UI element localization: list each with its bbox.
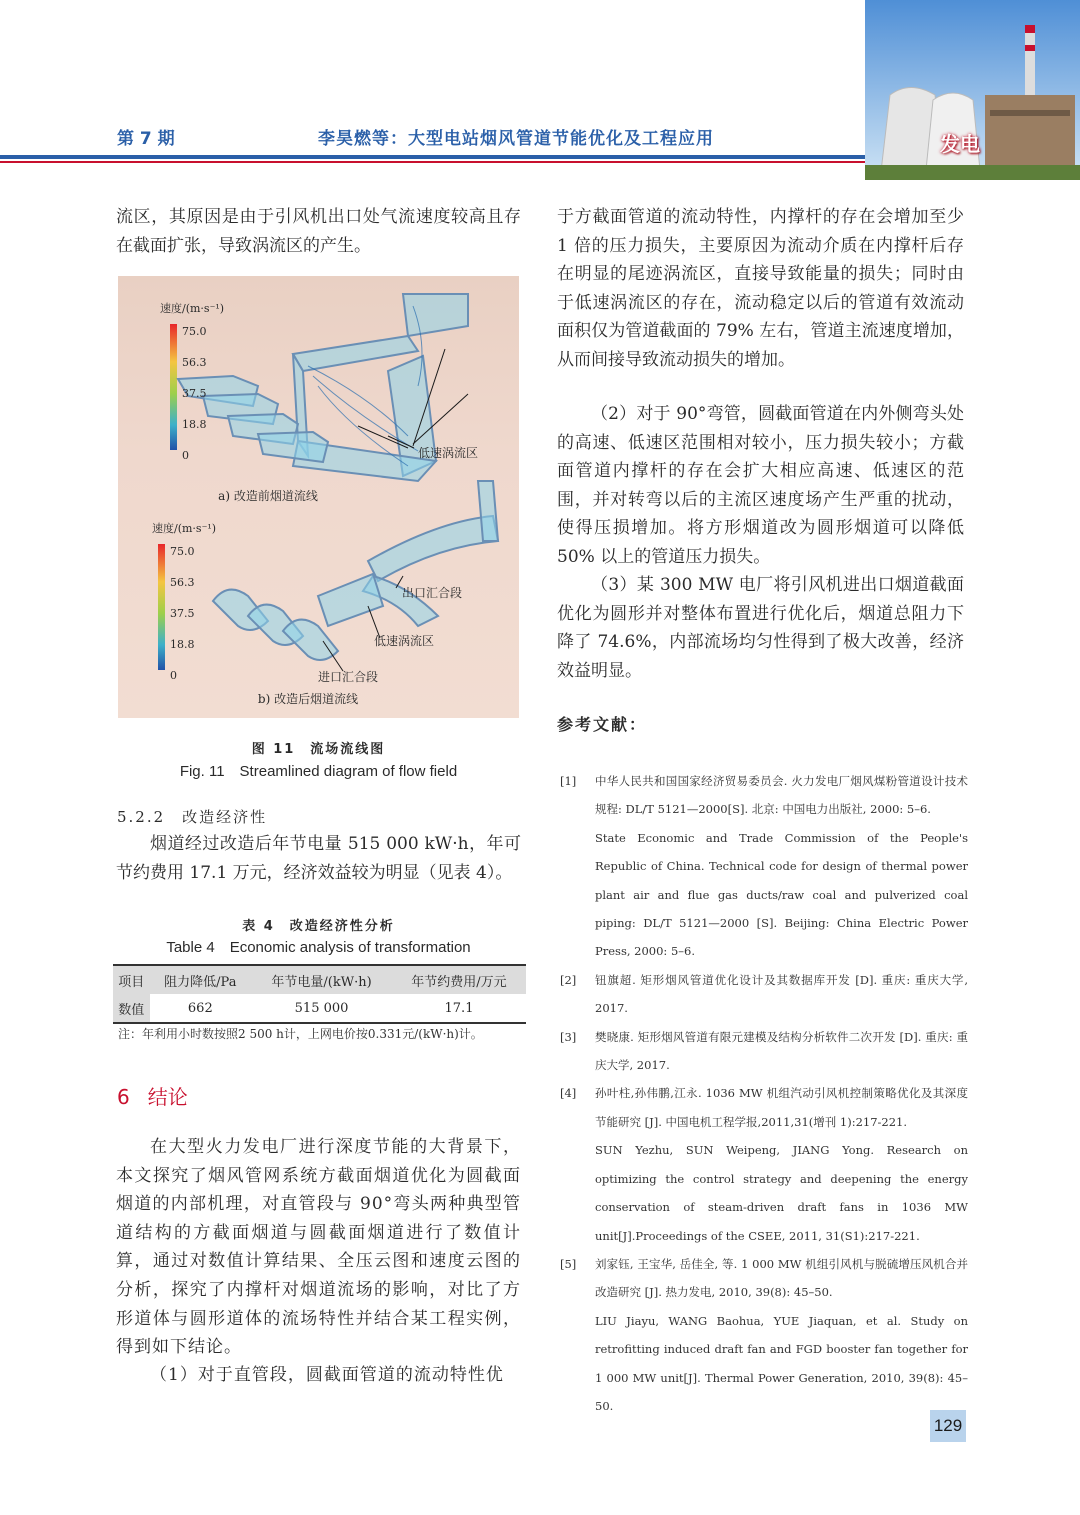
reference-item	[560, 1079, 968, 1249]
figure-caption-en: Fig. 11 Streamlined diagram of flow field	[179, 763, 458, 780]
table-caption-en: Table 4 Economic analysis of transformation	[166, 939, 471, 956]
legend-tick: 37.5	[182, 387, 207, 400]
table-cell: 17.1	[392, 994, 526, 1023]
legend-tick: 18.8	[170, 638, 195, 651]
legend-tick: 0	[170, 669, 177, 682]
reference-number: [2]	[560, 972, 577, 987]
table-row	[113, 994, 526, 1023]
reference-number: [4]	[560, 1086, 577, 1101]
page-number: 129	[930, 1410, 966, 1442]
chapter-number: 6	[117, 1085, 130, 1109]
reference-item	[560, 966, 968, 1023]
label-outlet-merge: 出口汇合段	[402, 586, 463, 600]
label-low-speed-vortex-a: 低速涡流区	[418, 446, 479, 460]
left-paragraph-4: （1）对于直管段，圆截面管道的流动特性优	[150, 1365, 504, 1385]
legend-tick: 56.3	[170, 576, 195, 589]
legend-tick: 0	[182, 449, 189, 462]
column-brand: 发电	[940, 132, 980, 156]
table-note: 注：年利用小时数按照2 500 h计，上网电价按0.331元/(kW·h)计。	[118, 1027, 483, 1041]
figure-caption-zh: 图 11 流场流线图	[251, 742, 386, 757]
legend-tick: 18.8	[182, 418, 207, 431]
flow-field-figure	[118, 276, 519, 718]
legend-title-a: 速度/(m·s⁻¹)	[160, 302, 225, 315]
left-paragraph-3: 在大型火力发电厂进行深度节能的大背景下，本文探究了烟风管网系统方截面烟道优化为圆截面烟道的内部机理，对直管段与 90°弯头两种典型管道结构的方截面烟道与圆截面烟道进行了数值计算，通过对数值计算结果、全压云图和速度云图的分析，探究了内撑杆对烟道流场的影响，对比了方形道体与圆形道体的流场特性并结合某工程实例，得到如下结论。	[116, 1137, 521, 1358]
panel-a-caption: a) 改造前烟道流线	[218, 489, 318, 503]
reference-text: 孙叶柱,孙伟鹏,江永. 1036 MW 机组汽动引风机控制策略优化及其深度节能研究 [J]. 中国电机工程学报,2011,31(增刊 1):217-221.	[595, 1086, 968, 1129]
legend-tick: 56.3	[182, 356, 207, 369]
section-heading-5-2-2: 5.2.2 改造经济性	[117, 808, 268, 826]
table-header-cell: 年节约费用/万元	[392, 965, 526, 994]
reference-text: 樊晓康. 矩形烟风管道有限元建模及结构分析软件二次开发 [D]. 重庆: 重庆大学, 2017.	[595, 1029, 968, 1073]
reference-text: 中华人民共和国国家经济贸易委员会. 火力发电厂烟风煤粉管道设计技术规程: DL/T 5121—2000[S]. 北京: 中国电力出版社, 2000: 5–6.	[595, 774, 968, 817]
economic-analysis-table	[113, 964, 526, 1024]
reference-number: [1]	[560, 774, 577, 788]
running-title: 李昊燃等：大型电站烟风管道节能优化及工程应用	[318, 129, 714, 149]
right-paragraph-3: （3）某 300 MW 电厂将引风机进出口烟道截面优化为圆形并对整体布置进行优化后，烟道总阻力下降了 74.6%，内部流场均匀性得到了极大改善，经济效益明显。	[557, 575, 964, 681]
left-paragraph-1: 流区，其原因是由于引风机出口处气流速度较高且存在截面扩张，导致涡流区的产生。	[116, 207, 521, 256]
table-cell: 515 000	[251, 994, 392, 1023]
chapter-title: 结论	[147, 1085, 188, 1109]
reference-text: 刘家钰, 王宝华, 岳佳全, 等. 1 000 MW 机组引风机与脱硫增压风机合并改造研究 [J]. 热力发电, 2010, 39(8): 45–50.	[595, 1256, 968, 1300]
references-title: 参考文献：	[557, 715, 648, 734]
right-paragraph-2: （2）对于 90°弯管，圆截面管道在内外侧弯头处的高速、低速区范围相对较小，压力损失较小；方截面管道内撑杆的存在会扩大相应高速、低速区的范围，并对转弯以后的主流区速度场产生严重的扰动，使得压损增加。将方形烟道改为圆形烟道可以降低 50% 以上的管道压力损失。	[557, 404, 964, 567]
reference-text-en: State Economic and Trade Commission of the People's Republic of China. Technical code for design of thermal power plant air and flue gas ducts/raw coal and pulverized coal piping: DL/T 5121—2000 [S]. Beijing: China Electric Power Press, 2000: 5–6.	[595, 830, 968, 959]
chapter-heading	[117, 1081, 188, 1110]
label-low-speed-vortex-b: 低速涡流区	[374, 634, 435, 648]
table-cell: 数值	[113, 994, 150, 1023]
table-header-row	[113, 965, 526, 994]
issue-number: 第 7 期	[117, 129, 175, 149]
references-list	[560, 767, 968, 1420]
table-header-cell: 年节电量/(kW·h)	[251, 965, 392, 994]
legend-ticks-a	[182, 316, 207, 471]
table-caption-zh: 表 4 改造经济性分析	[242, 919, 395, 934]
reference-number: [3]	[560, 1029, 577, 1044]
label-inlet-merge: 进口汇合段	[318, 670, 379, 684]
panel-b-caption: b) 改造后烟道流线	[257, 692, 359, 706]
table-header-cell: 阻力降低/Pa	[150, 965, 252, 994]
reference-item	[560, 1023, 968, 1080]
reference-text-en: LIU Jiayu, WANG Baohua, YUE Jiaquan, et al. Study on retrofitting induced draft fan and FGD booster fan together for 1 000 MW unit[J]. Thermal Power Generation, 2010, 39(8): 45–50.	[595, 1313, 968, 1413]
reference-item	[560, 1250, 968, 1420]
right-paragraph-1: 于方截面管道的流动特性，内撑杆的存在会增加至少 1 倍的压力损失，主要原因为流动介质在内撑杆后存在明显的尾迹涡流区，直接导致能量的损失；同时由于低速涡流区的存在，流动稳定以后的管道有效流动面积仅为管道截面的 79% 左右，管道主流速度增加，从而间接导致流动损失的增加。	[557, 207, 964, 370]
legend-tick: 75.0	[182, 325, 207, 338]
header-rule	[0, 155, 870, 159]
reference-number: [5]	[560, 1256, 577, 1271]
legend-tick: 37.5	[170, 607, 195, 620]
reference-text: 钮旗超. 矩形烟风管道优化设计及其数据库开发 [D]. 重庆: 重庆大学, 2017.	[595, 972, 968, 1016]
legend-title-b: 速度/(m·s⁻¹)	[152, 522, 217, 535]
table-cell: 662	[150, 994, 252, 1023]
reference-item	[560, 767, 968, 966]
legend-ticks-b	[170, 536, 195, 691]
left-paragraph-2: 烟道经过改造后年节电量 515 000 kW·h，年可节约费用 17.1 万元，经济效益较为明显（见表 4）。	[116, 834, 521, 883]
reference-text-en: SUN Yezhu, SUN Weipeng, JIANG Yong. Research on optimizing the control strategy and deepening the energy conservation of steam-driven draft fans in 1036 MW unit[J].Proceedings of the CSEE, 2011, 31(S1):217-221.	[595, 1143, 968, 1243]
header-rule-red	[0, 161, 870, 163]
legend-tick: 75.0	[170, 545, 195, 558]
table-header-cell: 项目	[113, 965, 150, 994]
